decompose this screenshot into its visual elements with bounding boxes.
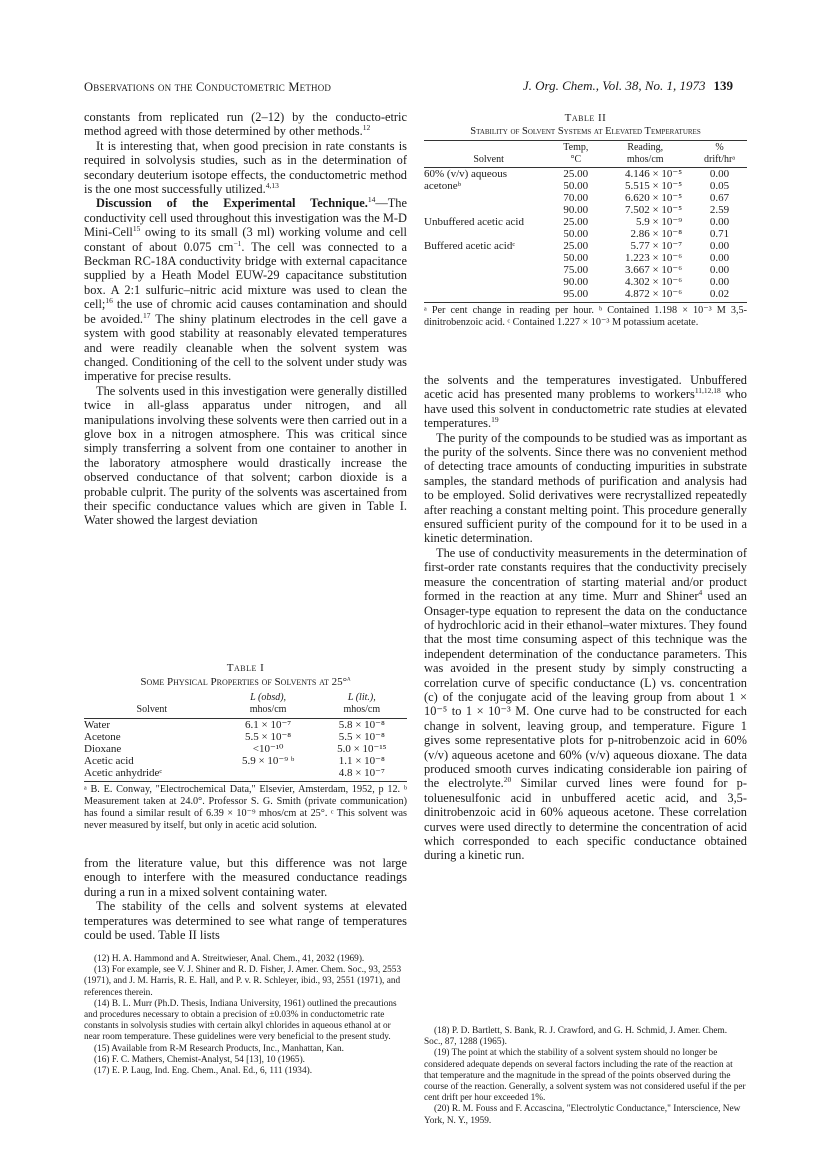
table-cell-lit: 1.1 × 10⁻⁸ — [338, 755, 385, 767]
table-row — [424, 288, 747, 300]
table-cell-reading: 7.502 × 10⁻⁵ — [624, 204, 683, 216]
journal-name: J. Org. Chem., Vol. 38, No. 1, 1973 — [522, 78, 706, 93]
table-cell-obsd: 6.1 × 10⁻⁷ — [245, 719, 292, 731]
table-cell-solvent: Dioxane — [84, 743, 122, 755]
table-cell-solvent: 60% (v/v) aqueous — [424, 168, 508, 180]
table-cell-solvent — [424, 264, 553, 276]
table-2-title: Table II — [564, 112, 607, 124]
table-cell-temp: 75.00 — [563, 264, 589, 276]
column-header: Solvent — [473, 154, 504, 165]
table-cell-reading: 4.146 × 10⁻⁵ — [624, 168, 683, 180]
table-row — [84, 719, 407, 731]
table-cell-solvent — [424, 288, 553, 300]
table-cell-obsd: <10⁻¹⁰ — [252, 743, 284, 755]
column-header: L (obsd), mhos/cm — [249, 692, 287, 715]
paragraph: It is interesting that, when good precision in rate constants is required in solvolysis studies, such as in the determination of secondary deuterium isotope effects, the conductometric method is the one most successfully utilized.$^{4,13}$ — [84, 138, 407, 197]
table-rule — [84, 781, 407, 782]
table-cell-solvent — [424, 228, 553, 240]
column-header: Solvent — [136, 704, 168, 715]
table-2-grid — [424, 142, 747, 300]
table-cell-temp: 50.00 — [563, 252, 589, 264]
table-cell-temp: 50.00 — [563, 180, 589, 192]
table-cell-temp: 50.00 — [563, 228, 589, 240]
column-header: Temp, °C — [563, 142, 589, 165]
left-column-bottom — [84, 856, 407, 942]
table-cell-solvent: Acetone — [84, 731, 121, 743]
table-cell-drift: 0.71 — [709, 228, 730, 240]
table-cell-temp: 25.00 — [563, 168, 589, 180]
table-cell-lit: 5.8 × 10⁻⁸ — [338, 719, 385, 731]
table-cell-obsd — [220, 767, 317, 779]
journal-citation — [523, 78, 733, 94]
table-row — [84, 743, 407, 755]
table-row — [424, 216, 747, 228]
table-cell-temp: 95.00 — [563, 288, 589, 300]
table-cell-solvent: Acetic anhydrideᶜ — [84, 767, 163, 779]
table-row — [84, 755, 407, 767]
table-1 — [84, 662, 407, 832]
table-cell-lit: 5.0 × 10⁻¹⁵ — [337, 743, 387, 755]
page-number: 139 — [713, 78, 733, 93]
table-cell-solvent — [424, 252, 553, 264]
left-column-top — [84, 110, 407, 528]
column-header: L (lit.), mhos/cm — [343, 692, 381, 715]
reference-item: (18) P. D. Bartlett, S. Bank, R. J. Crawford, and G. H. Schmid, J. Amer. Chem. Soc., 87, 1288 (1965). — [424, 1026, 728, 1048]
table-cell-drift: 0.00 — [709, 252, 730, 264]
table-2-subtitle: Stability of Solvent Systems at Elevated Temperatures — [470, 126, 701, 137]
paragraph: from the literature value, but this difference was not large enough to interfere with the measured conductance readings during a run in a mixed solvent containing water. — [84, 856, 407, 899]
table-cell-solvent: Buffered acetic acidᶜ — [424, 240, 516, 252]
table-row — [424, 264, 747, 276]
table-cell-solvent: Acetic acid — [84, 755, 134, 767]
table-cell-solvent: Water — [84, 719, 110, 731]
table-1-footnotes: ᵃ B. E. Conway, "Electrochemical Data," Elsevier, Amsterdam, 1952, p 12. ᵇ Measurement taken at 24.0°. Professor S. G. Smith (private communication) has found a similar result of 6.39 × 10⁻⁹ mhos/cm at 25°. ᶜ This solvent was never measured by itself, but only in acetic acid solution. — [84, 784, 407, 831]
table-cell-solvent: Unbuffered acetic acid — [424, 216, 524, 228]
table-row — [424, 240, 747, 252]
table-cell-temp: 90.00 — [563, 204, 589, 216]
paragraph: the solvents and the temperatures investigated. Unbuffered acetic acid has presented many problems to workers$^{11,12,18}$ who have used this solvent in conductometric rate studies at elevated temperatures.$^{19}$ — [424, 373, 748, 431]
table-cell-drift: 0.00 — [709, 168, 730, 180]
reference-item: (14) B. L. Murr (Ph.D. Thesis, Indiana University, 1961) outlined the precautions and procedures necessary to obtain a precision of ±0.03% in conductometric rate constants in solvolysis studies with certain alkyl chlorides in aqueous ethanol at or near room temperature. These guidelines were very beneficial to the present study. — [84, 998, 397, 1043]
table-cell-drift: 0.05 — [709, 180, 730, 192]
reference-item: (13) For example, see V. J. Shiner and R. D. Fisher, J. Amer. Chem. Soc., 93, 2553 (1971), and J. M. Harris, R. E. Hall, and P. v. R. Schleyer, ibid., 93, 2551 (1971), and references therein. — [84, 965, 402, 998]
table-cell-drift: 0.00 — [709, 216, 730, 228]
table-1-subtitle: Some Physical Properties of Solvents at 25°$^a$ — [140, 673, 351, 688]
table-1-title: Table I — [226, 662, 265, 674]
table-row — [84, 731, 407, 743]
table-cell-reading: 5.515 × 10⁻⁵ — [624, 180, 683, 192]
paragraph: The stability of the cells and solvent systems at elevated temperatures was determined to see what range of temperatures could be used. Table II lists — [84, 899, 407, 943]
table-row — [424, 252, 747, 264]
table-2 — [424, 112, 747, 329]
table-row — [84, 767, 407, 779]
table-cell-temp: 25.00 — [563, 240, 589, 252]
column-header: Reading, mhos/cm — [626, 142, 664, 165]
table-row — [424, 276, 747, 288]
table-cell-temp: 25.00 — [563, 216, 589, 228]
table-1-grid — [84, 692, 407, 779]
table-cell-reading: 5.9 × 10⁻⁹ — [635, 216, 683, 228]
table-cell-lit: 4.8 × 10⁻⁷ — [338, 767, 385, 779]
paragraph: constants from replicated run (2–12) by the conducto-etric method agreed with those determined by other methods.$^{12}$ — [84, 110, 407, 139]
table-cell-drift: 0.00 — [709, 264, 730, 276]
reference-item: (16) F. C. Mathers, Chemist-Analyst, 54 [13], 10 (1965). — [94, 1054, 305, 1065]
paragraph: The purity of the compounds to be studied was as important as the purity of the solvents. Since there was no convenient method of detecting trace amounts of conducting impurities in substrate samples, the standard methods of purification and analysis had to be employed. Solid derivatives were recrystallized repeatedly after reaching a constant melting point. This procedure generally ensured sufficient purity of the compound for it to be used in a kinetic determination. — [424, 430, 747, 546]
footnotes-left — [84, 954, 407, 1077]
paragraph: The use of conductivity measurements in the determination of first-order rate constants requires that the conductivity precisely measure the concentration of starting material and/or product formed in the reaction at any time. Murr and Shiner$^4$ used an Onsager-type equation to represent the data on the conductance of hydrochloric acid in their ethanol–water mixtures. They found that the most time consuming aspect of this technique was the independent determination of the conductance parameters. This was avoided in the present study by simply constructing a correlation curve of specific conductance (L) vs. concentration (c) of the conjugate acid of the leaving group from about 1 × 10⁻⁵ to 1 × 10⁻³ M. One curve had to be constructed for each change in solvent, leaving group, and temperature. Figure 1 gives some representative plots for p-nitrobenzoic acid in 60% (v/v) aqueous acetone and 60% (v/v) aqueous dioxane. The data produced smooth curves indicating considerable ion pairing of the electrolyte.$^{20}$ Similar curved lines were found for p-toluenesulfonic acid in unbuffered acetic acid, and 3,5-dinitrobenzoic acid in 60% aqueous acetone. These correlation curves were used directly to determine the concentration of acid which corresponded to each specific conductance obtained during a kinetic run. — [424, 545, 748, 863]
table-cell-solvent — [424, 192, 553, 204]
table-row — [424, 204, 747, 216]
table-cell-temp: 90.00 — [563, 276, 589, 288]
table-cell-drift: 0.67 — [709, 192, 730, 204]
paragraph: The solvents used in this investigation were generally distilled twice in all-glass apparatus under nitrogen, and all manipulations involving these solvents were then carried out in a glove box in a nitrogen atmosphere. This was critical since simply transferring a solvent from one container to another in the laboratory atmosphere would drastically increase the observed conductance of that solvent; carbon dioxide is a probable culprit. The purity of the solvents was ascertained from their specific conductance values which are given in Table I. Water showed the largest deviation — [84, 383, 407, 528]
table-cell-reading: 6.620 × 10⁻⁵ — [624, 192, 683, 204]
table-cell-lit: 5.5 × 10⁻⁸ — [338, 731, 385, 743]
table-cell-temp: 70.00 — [563, 192, 589, 204]
reference-item: (19) The point at which the stability of a solvent system should no longer be considered adequate depends on several factors including the rate of the reaction at that temperature and the magnitude in the spread of the points observed during the course of the reaction. Generally, a solvent system was not considered useful if the per cent drift per hour exceeded 1%. — [424, 1048, 746, 1104]
table-cell-reading: 5.77 × 10⁻⁷ — [630, 240, 683, 252]
reference-item: (15) Available from R-M Research Products, Inc., Manhattan, Kan. — [94, 1043, 344, 1054]
reference-item: (17) E. P. Laug, Ind. Eng. Chem., Anal. Ed., 6, 111 (1934). — [94, 1066, 313, 1077]
table-rule — [424, 302, 747, 303]
table-2-footnotes: ᵃ Per cent change in reading per hour. ᵇ Contained 1.198 × 10⁻³ M 3,5-dinitrobenzoic acid. ᶜ Contained 1.227 × 10⁻³ M potassium acetate. — [424, 305, 747, 328]
table-cell-reading: 1.223 × 10⁻⁶ — [624, 252, 683, 264]
table-cell-drift: 0.00 — [709, 276, 730, 288]
table-cell-solvent: acetoneᵇ — [424, 180, 461, 192]
running-title: Observations on the Conductometric Method — [84, 80, 332, 94]
table-cell-drift: 0.00 — [709, 240, 730, 252]
table-row — [424, 228, 747, 240]
column-header: % drift/hrᵃ — [704, 142, 736, 165]
reference-item: (20) R. M. Fouss and F. Accascina, "Electrolytic Conductance," Interscience, New York, N. Y., 1959. — [424, 1104, 741, 1126]
table-cell-solvent — [424, 204, 553, 216]
table-row — [424, 192, 747, 204]
table-cell-reading: 2.86 × 10⁻⁸ — [630, 228, 683, 240]
table-cell-reading: 4.302 × 10⁻⁶ — [624, 276, 683, 288]
footnotes-right — [424, 1026, 747, 1127]
section-heading: Discussion of the Experimental Technique. — [96, 196, 368, 211]
table-cell-drift: 0.02 — [709, 288, 730, 300]
paragraph: Discussion of the Experimental Technique.$^{14}$—The conductivity cell used throughout this investigation was the M-D Mini-Cell$^{15}$ owing to its small (3 ml) working volume and cell constant of about 0.075 $cm^{-1}$. The cell was connected to a Beckman RC-18A conductivity bridge with external capacitance supplied by a Heath Model EUW-29 capacitance substitution box. A 2:1 sulfuric–nitric acid mixture was used to clean the cell;$^{16}$ the use of chromic acid causes contamination and should be avoided.$^{17}$ The shiny platinum electrodes in the cell gave a system with good stability at reasonably elevated temperatures and were readily cleanable when the solvent system was changed. Conditioning of the cell to the solvent under study was imperative for precise results. — [84, 195, 407, 384]
table-cell-reading: 4.872 × 10⁻⁶ — [624, 288, 683, 300]
table-cell-obsd: 5.5 × 10⁻⁸ — [245, 731, 292, 743]
table-row — [424, 180, 747, 192]
reference-item: (12) H. A. Hammond and A. Streitwieser, Anal. Chem., 41, 2032 (1969). — [94, 954, 365, 964]
table-cell-reading: 3.667 × 10⁻⁶ — [624, 264, 683, 276]
right-column — [424, 373, 747, 863]
table-row — [424, 168, 747, 180]
table-cell-drift: 2.59 — [709, 204, 730, 216]
table-cell-obsd: 5.9 × 10⁻⁹ ᵇ — [241, 755, 295, 767]
table-cell-solvent — [424, 276, 553, 288]
